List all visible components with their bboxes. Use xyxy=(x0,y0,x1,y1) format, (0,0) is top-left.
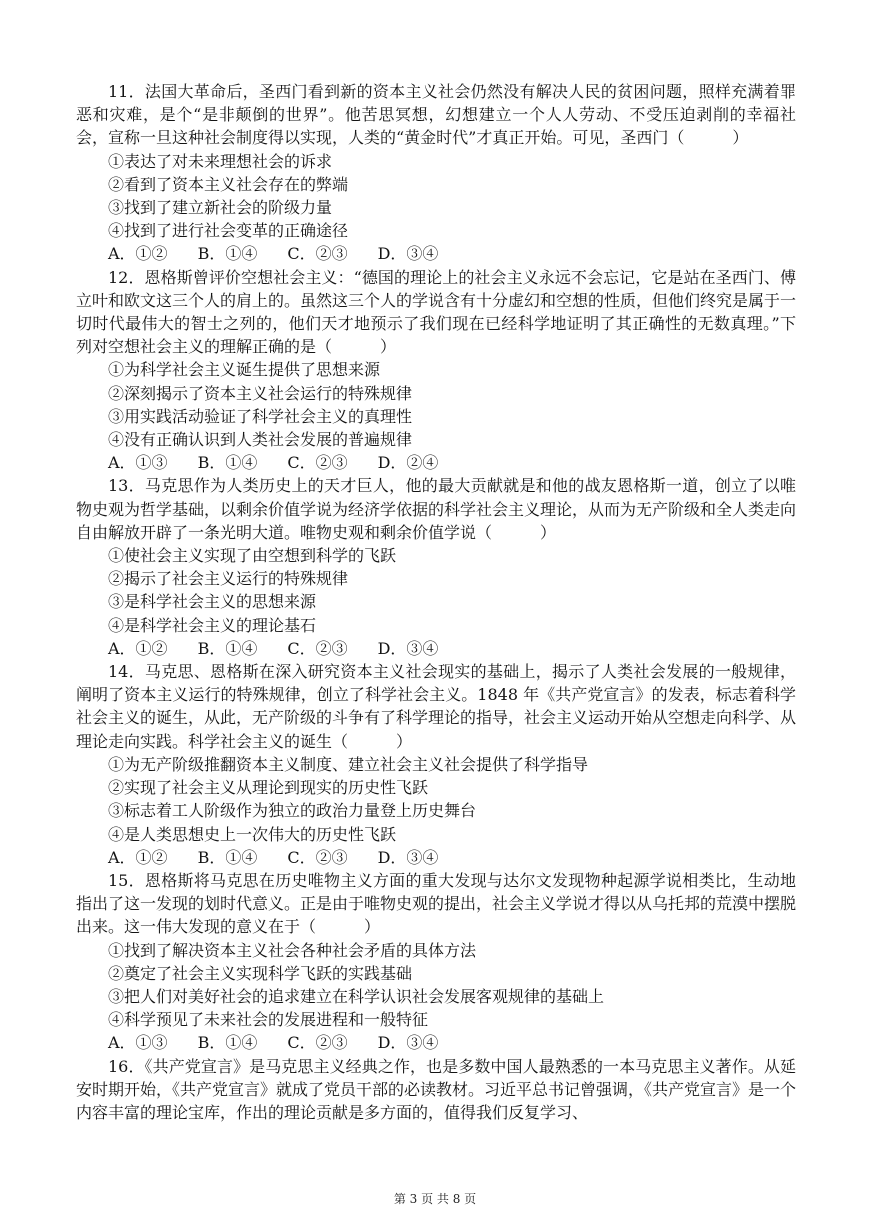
answer-choice: C．②③ xyxy=(287,453,348,473)
answer-choice: D．③④ xyxy=(377,638,439,658)
answer-choice: A．①② xyxy=(108,638,168,658)
answer-choice: A．①③ xyxy=(108,1033,168,1053)
option: ④科学预见了未来社会的发展进程和一般特征 xyxy=(108,1010,429,1030)
answer-choice: D．③④ xyxy=(377,244,439,264)
option: ③是科学社会主义的思想来源 xyxy=(108,592,317,612)
option: ②揭示了社会主义运行的特殊规律 xyxy=(108,569,349,589)
answer-choice: A．①③ xyxy=(108,453,168,473)
exam-page xyxy=(76,80,796,1124)
option: ②看到了资本主义社会存在的弊端 xyxy=(108,174,349,194)
option: ①使社会主义实现了由空想到科学的飞跃 xyxy=(108,546,397,566)
option: ③标志着工人阶级作为独立的政治力量登上历史舞台 xyxy=(108,801,477,821)
answer-choice: B．①④ xyxy=(197,638,258,658)
answer-choices xyxy=(108,1031,796,1054)
answer-choice: D．②④ xyxy=(377,453,439,473)
option: ④没有正确认识到人类社会发展的普遍规律 xyxy=(108,430,413,450)
option: ③找到了建立新社会的阶级力量 xyxy=(108,198,333,218)
question-stem: 14．马克思、恩格斯在深入研究资本主义社会现实的基础上，揭示了人类社会发展的一般规律，阐明了资本主义运行的特殊规律，创立了科学社会主义。1848 年《共产党宣言》的发表，标志着科学社会主义的诞生，从此，无产阶级的斗争有了科学理论的指导，社会主义运动开始从空想走向科学、从理论走向实践。科学社会主义的诞生（ ） xyxy=(76,662,797,751)
option: ④是科学社会主义的理论基石 xyxy=(108,615,317,635)
option: ③用实践活动验证了科学社会主义的真理性 xyxy=(108,406,413,426)
option: ②奠定了社会主义实现科学飞跃的实践基础 xyxy=(108,963,413,983)
answer-choices xyxy=(108,637,796,660)
answer-choice: C．②③ xyxy=(287,638,348,658)
question-13 xyxy=(76,474,796,660)
option: ④找到了进行社会变革的正确途径 xyxy=(108,221,349,241)
question-14 xyxy=(76,660,796,869)
answer-choices xyxy=(108,451,796,474)
option: ①为科学社会主义诞生提供了思想来源 xyxy=(108,360,381,380)
answer-choice: A．①② xyxy=(108,847,168,867)
answer-choice: B．①④ xyxy=(197,453,258,473)
answer-choice: B．①④ xyxy=(197,847,258,867)
option: ①找到了解决资本主义社会各种社会矛盾的具体方法 xyxy=(108,940,477,960)
answer-choice: B．①④ xyxy=(197,244,258,264)
option: ②实现了社会主义从理论到现实的历史性飞跃 xyxy=(108,778,429,798)
question-15 xyxy=(76,869,796,1055)
option: ①表达了对未来理想社会的诉求 xyxy=(108,151,333,171)
answer-choice: A．①② xyxy=(108,244,168,264)
page-footer: 第 3 页 共 8 页 xyxy=(393,1192,477,1206)
answer-choice: B．①④ xyxy=(197,1033,258,1053)
option: ④是人类思想史上一次伟大的历史性飞跃 xyxy=(108,824,397,844)
question-stem: 16．《共产党宣言》是马克思主义经典之作，也是多数中国人最熟悉的一本马克思主义著作。从延安时期开始，《共产党宣言》就成了党员干部的必读教材。习近平总书记曾强调，《共产党宣言》是一个内容丰富的理论宝库，作出的理论贡献是多方面的，值得我们反复学习、 xyxy=(76,1056,797,1122)
question-stem: 13．马克思作为人类历史上的天才巨人，他的最大贡献就是和他的战友恩格斯一道，创立了以唯物史观为哲学基础，以剩余价值学说为经济学依据的科学社会主义理论，从而为无产阶级和全人类走向自由解放开辟了一条光明大道。唯物史观和剩余价值学说（ ） xyxy=(76,476,797,542)
question-stem: 11．法国大革命后，圣西门看到新的资本主义社会仍然没有解决人民的贫困问题，照样充满着罪恶和灾难，是个“是非颠倒的世界”。他苦思冥想，幻想建立一个人人劳动、不受压迫剥削的幸福社会，宣称一旦这种社会制度得以实现，人类的“黄金时代”才真正开始。可见，圣西门（ ） xyxy=(76,82,796,148)
answer-choice: C．②③ xyxy=(287,244,348,264)
option: ③把人们对美好社会的追求建立在科学认识社会发展客观规律的基础上 xyxy=(108,986,605,1006)
question-12 xyxy=(76,266,796,475)
answer-choices xyxy=(108,242,796,265)
answer-choice: C．②③ xyxy=(287,1033,348,1053)
option: ②深刻揭示了资本主义社会运行的特殊规律 xyxy=(108,383,413,403)
question-stem: 15．恩格斯将马克思在历史唯物主义方面的重大发现与达尔文发现物种起源学说相类比，生动地指出了这一发现的划时代意义。正是由于唯物史观的提出，社会主义学说才得以从乌托邦的荒漠中摆脱出来。这一伟大发现的意义在于（ ） xyxy=(76,870,797,937)
answer-choices xyxy=(108,846,796,869)
question-11 xyxy=(76,80,796,266)
question-stem: 12．恩格斯曾评价空想社会主义：“德国的理论上的社会主义永远不会忘记，它是站在圣西门、傅立叶和欧文这三个人的肩上的。虽然这三个人的学说含有十分虚幻和空想的性质，但他们终究是属于一切时代最伟大的智士之列的，他们天才地预示了我们现在已经科学地证明了其正确性的无数真理。”下列对空想社会主义的理解正确的是（ ） xyxy=(76,267,797,357)
answer-choice: D．③④ xyxy=(377,847,439,867)
answer-choice: C．②③ xyxy=(287,847,348,867)
answer-choice: D．③④ xyxy=(377,1033,439,1053)
question-16 xyxy=(76,1055,796,1125)
option: ①为无产阶级推翻资本主义制度、建立社会主义社会提供了科学指导 xyxy=(108,754,589,774)
